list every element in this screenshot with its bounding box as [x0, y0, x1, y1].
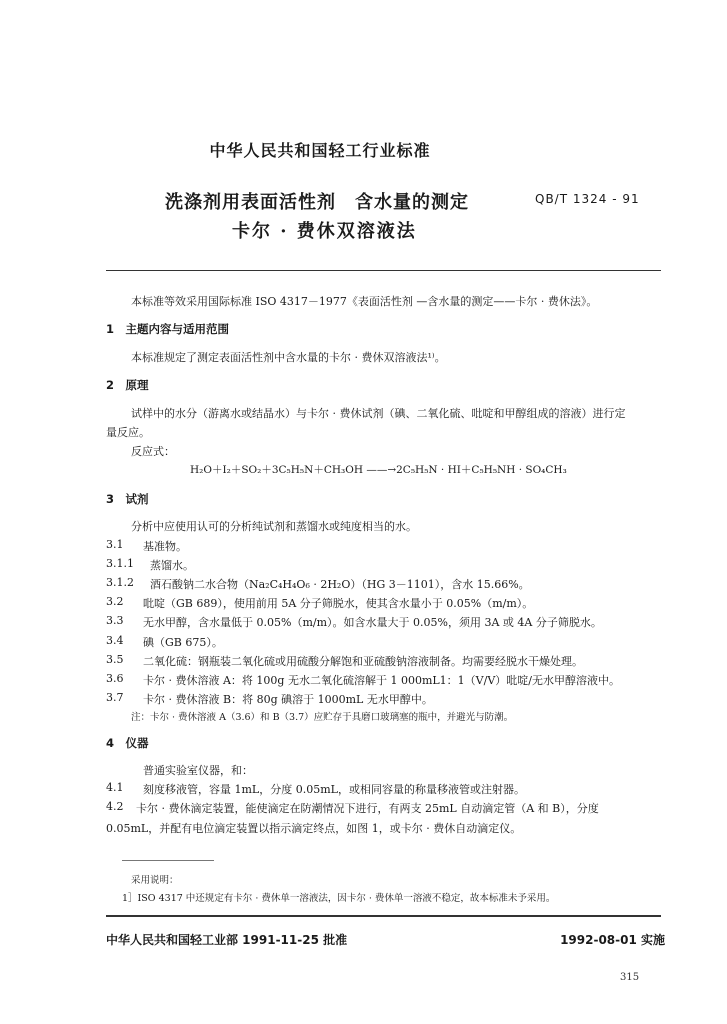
item-number: 3.1.1 [106, 557, 134, 570]
section-1-heading: 1 主题内容与适用范围 [106, 322, 230, 336]
item-text: 卡尔 · 费休溶液 B：将 80g 碘溶于 1000mL 无水甲醇中。 [143, 693, 433, 706]
standard-category: 中华人民共和国轻工行业标准 [209, 141, 431, 160]
section-1-text: 本标准规定了测定表面活性剂中含水量的卡尔 · 费休双溶液法¹⁾。 [131, 351, 446, 364]
standard-code: QB/T 1324 - 91 [535, 192, 640, 206]
item-text: 无水甲醇，含水量低于 0.05%（m/m）。如含水量大于 0.05%，须用 3A 或 4A 分子筛脱水。 [143, 616, 602, 629]
title-line-2: 卡尔 · 费休双溶液法 [232, 221, 417, 242]
issuer-approval: 中华人民共和国轻工业部 1991-11-25 批准 [106, 933, 348, 947]
section-4-heading: 4 仪器 [106, 736, 149, 750]
adoption-note-text: 1］ISO 4317 中还规定有卡尔 · 费休单一溶液法，因卡尔 · 费休单一溶液不稳定，故本标准未予采用。 [122, 893, 556, 904]
item-text: 蒸馏水。 [150, 559, 194, 572]
reagent-storage-note: 注：卡尔 · 费休溶液 A（3.6）和 B（3.7）应贮存于具磨口玻璃塞的瓶中，并避光与防潮。 [131, 712, 514, 723]
item-number: 3.6 [106, 672, 124, 685]
item-text: 碘（GB 675）。 [143, 636, 223, 649]
page-number: 315 [620, 972, 640, 983]
title-line-1: 洗涤剂用表面活性剂 含水量的测定 [165, 192, 469, 213]
item-number: 3.1 [106, 538, 124, 551]
implementation-date: 1992-08-01 实施 [560, 933, 665, 947]
intro-text: 本标准等效采用国际标准 ISO 4317－1977《表面活性剂 —含水量的测定——卡尔 · 费休法》。 [131, 295, 598, 308]
item-number: 3.1.2 [106, 576, 134, 589]
item-text: 二氧化硫：钢瓶装二氧化硫或用硫酸分解饱和亚硫酸钠溶液制备。均需要经脱水干燥处理。 [143, 655, 583, 668]
footer-divider [106, 915, 661, 917]
section-3-text: 分析中应使用认可的分析纯试剂和蒸馏水或纯度相当的水。 [131, 520, 417, 533]
item-number: 4.2 [106, 800, 124, 813]
formula-label: 反应式： [131, 445, 175, 458]
section-2-text-line2: 量反应。 [106, 426, 150, 439]
item-text-line1: 卡尔 · 费休滴定装置，能使滴定在防潮情况下进行，有两支 25mL 自动滴定管（A 和 B），分度 [136, 802, 599, 815]
item-text: 刻度移液管，容量 1mL，分度 0.05mL，或相同容量的称量移液管或注射器。 [143, 783, 525, 796]
item-text: 基准物。 [143, 540, 187, 553]
item-text: 酒石酸钠二水合物（Na₂C₄H₄O₆ · 2H₂O）（HG 3－1101），含水 15.66%。 [150, 578, 530, 591]
section-3-heading: 3 试剂 [106, 492, 149, 506]
item-number: 4.1 [106, 781, 124, 794]
item-number: 3.3 [106, 614, 124, 627]
item-text: 卡尔 · 费休溶液 A：将 100g 无水二氧化硫溶解于 1 000mL1：1（V/V）吡啶/无水甲醇溶液中。 [143, 674, 620, 687]
item-number: 3.7 [106, 691, 124, 704]
header-divider [106, 270, 661, 271]
section-4-text: 普通实验室仪器，和： [143, 764, 253, 777]
item-text-line2: 0.05mL，并配有电位滴定装置以指示滴定终点，如图 1，或卡尔 · 费休自动滴定仪。 [106, 822, 522, 835]
footnote-divider [122, 860, 214, 861]
item-number: 3.4 [106, 634, 124, 647]
item-text: 吡啶（GB 689），使用前用 5A 分子筛脱水，使其含水量小于 0.05%（m/m）。 [143, 597, 534, 610]
adoption-note-label: 采用说明： [131, 875, 179, 886]
section-2-text-line1: 试样中的水分（游离水或结晶水）与卡尔 · 费休试剂（碘、二氧化硫、吡啶和甲醇组成的溶液）进行定 [131, 407, 626, 420]
reaction-formula: H₂O＋I₂＋SO₂＋3C₅H₅N＋CH₃OH ——→2C₅H₅N · HI＋C₅H₅NH · SO₄CH₃ [190, 464, 567, 476]
item-number: 3.2 [106, 595, 124, 608]
item-number: 3.5 [106, 653, 124, 666]
section-2-heading: 2 原理 [106, 378, 149, 392]
